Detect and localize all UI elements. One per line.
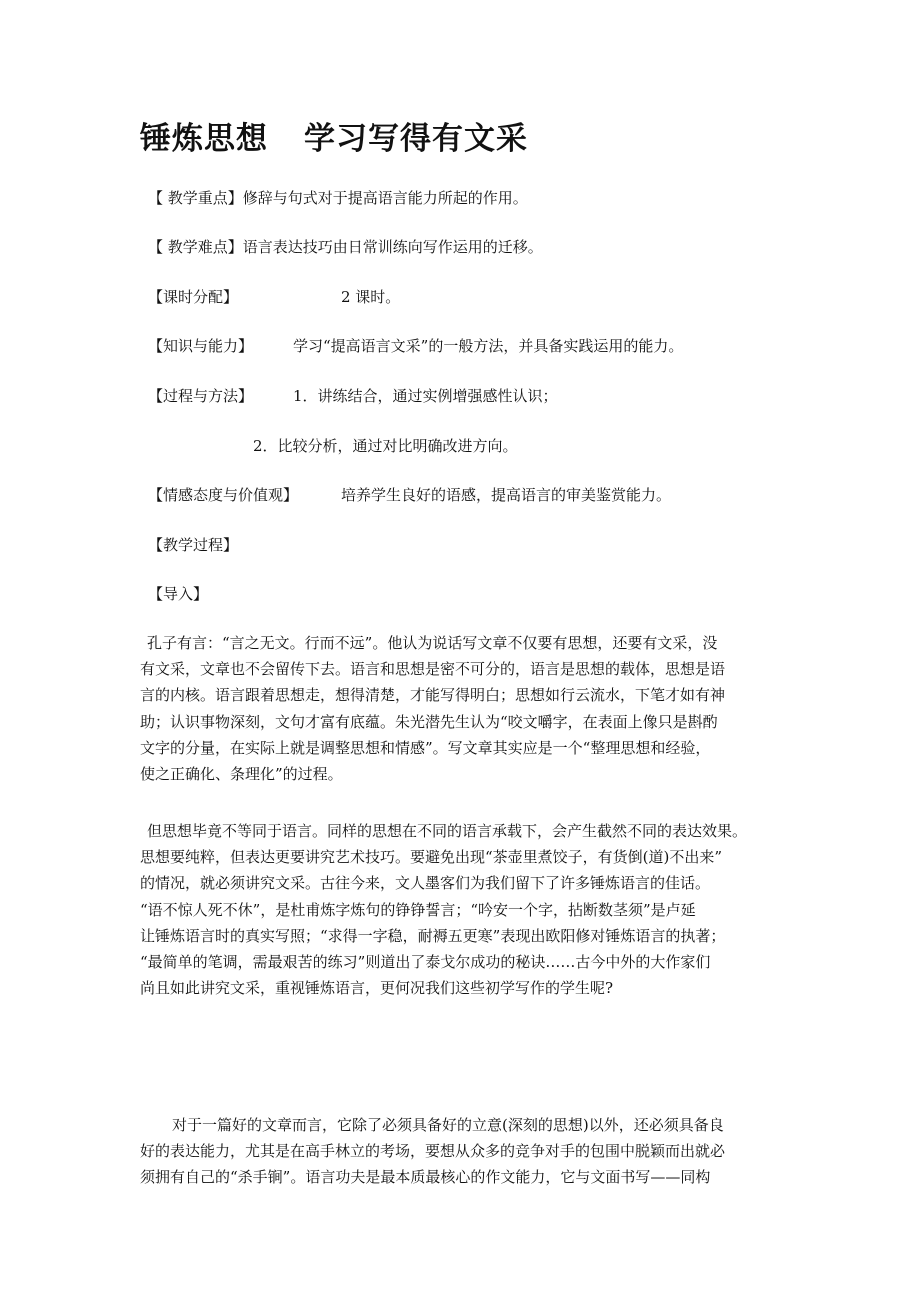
process-method-item-2-line: [253, 436, 518, 456]
paragraph-1-line: 有文采，文章也不会留传下去。语言和思想是密不可分的，语言是思想的载体，思想是语: [140, 660, 726, 679]
paragraph-1-line: 言的内核。语言跟着思想走，想得清楚，才能写得明白；思想如行云流水，下笔才如有神: [140, 686, 726, 705]
paragraph-1: [140, 630, 790, 787]
knowledge-ability-line: [148, 336, 684, 356]
teaching-focus-text: 修辞与句式对于提高语言能力所起的作用。: [242, 189, 528, 207]
teaching-focus-line: [148, 188, 528, 208]
knowledge-ability-text: 学习“提高语言文采”的一般方法，并具备实践运用的能力。: [293, 337, 684, 355]
intro-label: 【导入】: [148, 585, 209, 603]
process-method-item-2: 2．比较分析，通过对比明确改进方向。: [253, 437, 518, 455]
emotion-values-text: 培养学生良好的语感，提高语言的审美鉴赏能力。: [341, 486, 672, 504]
paragraph-2-line: 思想要纯粹，但表达更要讲究艺术技巧。要避免出现“茶壶里煮饺子，有货倒(道)不出来”: [140, 848, 723, 867]
paragraph-2-line: “最简单的笔调，需最艰苦的练习”则道出了泰戈尔成功的秘诀……古今中外的大作家们: [140, 953, 711, 972]
knowledge-ability-label: 【知识与能力】: [148, 337, 254, 355]
paragraph-3-line: 对于一篇好的文章而言，它除了必须具备好的立意(深刻的思想)以外，还必须具备良: [172, 1116, 724, 1134]
paragraph-2-line: 尚且如此讲究文采，重视锤炼语言，更何况我们这些初学写作的学生呢?: [140, 979, 614, 998]
paragraph-2-line: 让锤炼语言时的真实写照；“求得一字稳，耐褥五更寒”表现出欧阳修对锤炼语言的执著；: [140, 926, 726, 945]
paragraph-1-line: 使之正确化、条理化”的过程。: [140, 765, 343, 784]
teaching-process-label: 【教学过程】: [148, 536, 239, 554]
paragraph-2-line: 但思想毕竟不等同于语言。同样的思想在不同的语言承载下，会产生截然不同的表达效果。: [147, 822, 748, 840]
class-hours-line: [148, 287, 401, 307]
paragraph-1-line: 孔子有言：“言之无文。行而不远”。他认为说话写文章不仅要有思想，还要有文采，没: [147, 634, 718, 652]
paragraph-1-line: 助；认识事物深刻，文句才富有底蕴。朱光潜先生认为“咬文嚼字，在表面上像只是斟酌: [140, 712, 718, 731]
class-hours-label: 【课时分配】: [148, 288, 239, 306]
class-hours-text: 2 课时。: [341, 288, 401, 306]
paragraph-2-line: “语不惊人死不休”，是杜甫炼字炼句的铮铮誓言；“吟安一个字，拈断数茎须”是卢延: [140, 900, 696, 919]
process-method-item-1: 1．讲练结合，通过实例增强感性认识；: [293, 387, 558, 405]
emotion-values-label: 【情感态度与价值观】: [148, 486, 299, 504]
teaching-difficulty-text: 语言表达技巧由日常训练向写作运用的迁移。: [242, 238, 543, 256]
emotion-values-line: [148, 485, 672, 505]
document-title: [140, 113, 528, 158]
paragraph-3-line: 须拥有自己的“杀手锏”。语言功夫是最本质最核心的作文能力，它与文面书写——同构: [140, 1168, 711, 1187]
paragraph-2: [140, 818, 790, 1001]
paragraph-2-line: 的情况，就必须讲究文采。古往今来，文人墨客们为我们留下了许多锤炼语言的佳话。: [140, 874, 711, 893]
paragraph-1-line: 文字的分量，在实际上就是调整思想和情感”。写文章其实应是一个“整理思想和经验，: [140, 738, 711, 757]
teaching-focus-label: 【 教学重点】: [148, 189, 243, 207]
intro-heading: [148, 584, 208, 604]
paragraph-3: [140, 1112, 790, 1191]
title-part-1: 锤炼思想: [140, 121, 268, 157]
teaching-difficulty-line: [148, 237, 543, 257]
process-method-label: 【过程与方法】: [148, 387, 254, 405]
title-part-2: 学习写得有文采: [304, 121, 528, 157]
teaching-process-heading: [148, 535, 238, 555]
process-method-line: [148, 386, 558, 406]
teaching-difficulty-label: 【 教学难点】: [148, 238, 243, 256]
paragraph-3-line: 好的表达能力，尤其是在高手林立的考场，要想从众多的竞争对手的包围中脱颖而出就必: [140, 1142, 726, 1161]
